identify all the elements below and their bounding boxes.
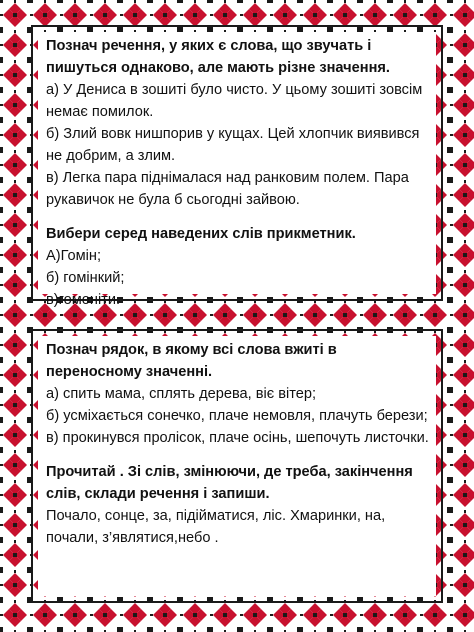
task-panel-top	[38, 32, 436, 308]
task-panel-bottom	[38, 336, 436, 596]
task4-question: Прочитай . Зі слів, змінюючи, де треба, закінчення слів, склади речення і запиши.	[46, 464, 413, 502]
task2-option-b: б) гомінкий;	[46, 270, 125, 286]
task2-question: Вибери серед наведених слів прикметник.	[46, 226, 356, 242]
spacer	[46, 211, 430, 223]
task1-option-c: в) Легка пара піднімалася над ранковим полем. Пара рукавичок не була б сьогодні зайвою.	[46, 170, 409, 208]
task1-question: Познач речення, у яких є слова, що звучать і пишуться однаково, але мають різне значення.	[46, 38, 390, 76]
task3-option-c: в) прокинувся пролісок, плаче осінь, шепочуть листочки.	[46, 430, 429, 446]
task1-option-a: а) У Дениса в зошиті було чисто. У цьому зошиті зовсім немає помилок.	[46, 82, 423, 120]
task3-question: Познач рядок, в якому всі слова вжиті в переносному значенні.	[46, 342, 337, 380]
task2-option-c: в)гомоніти.	[46, 292, 121, 308]
task1-option-b: б) Злий вовк нишпорив у кущах. Цей хлопчик виявився не добрим, а злим.	[46, 126, 420, 164]
spacer	[46, 449, 430, 461]
task2-option-a: А)Гомін;	[46, 248, 102, 264]
task4-text: Почало, сонце, за, підійматися, ліс. Хмаринки, на, почали, з’являтися,небо .	[46, 508, 386, 546]
task3-option-b: б) усміхається сонечко, плаче немовля, плачуть берези;	[46, 408, 428, 424]
task3-option-a: а) спить мама, сплять дерева, віє вітер;	[46, 386, 317, 402]
